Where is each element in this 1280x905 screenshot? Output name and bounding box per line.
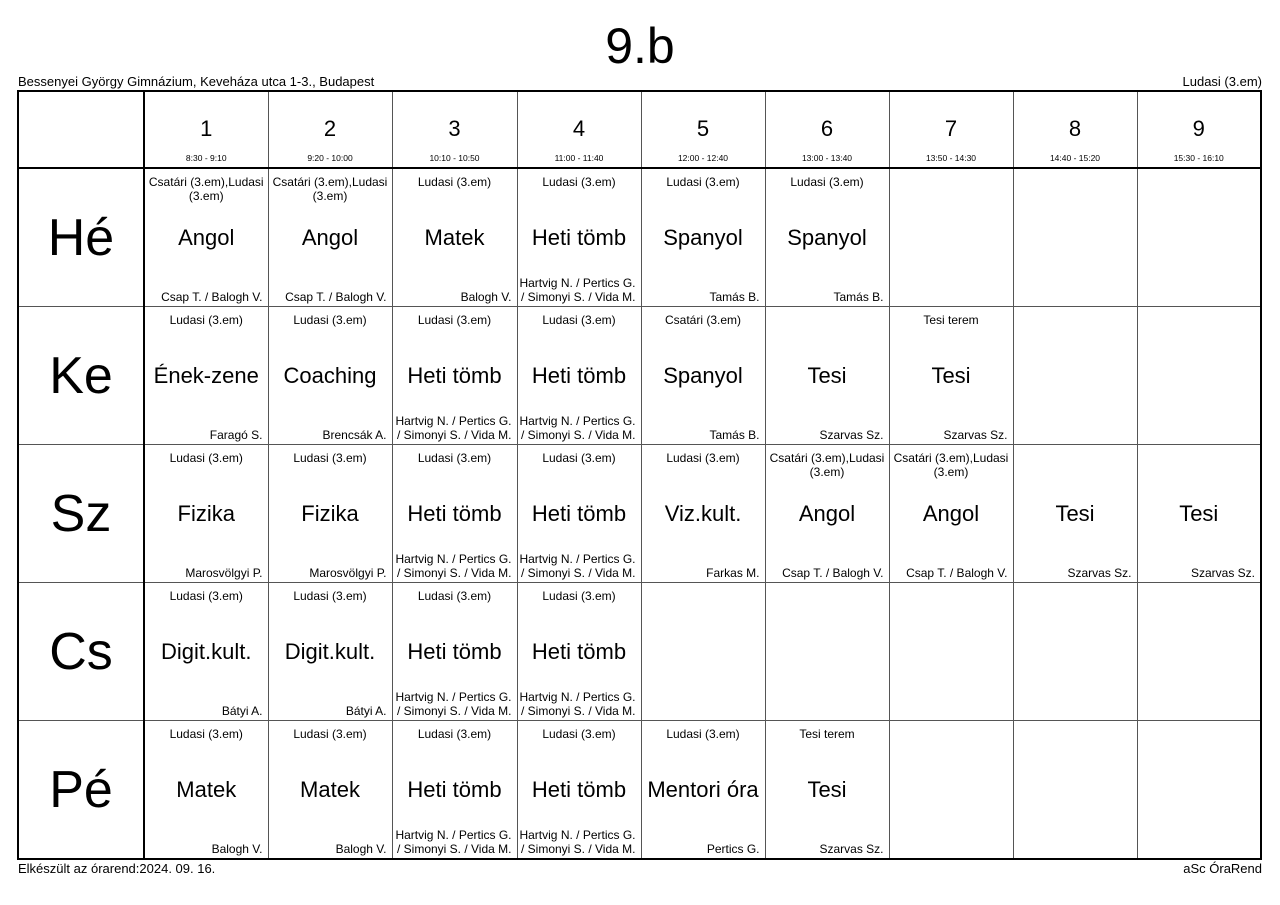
- lesson-teacher: Marosvölgyi P.: [309, 566, 387, 580]
- lesson-room: Ludasi (3.em): [542, 313, 616, 327]
- lesson-cell: [392, 307, 517, 445]
- period-time: 13:00 - 13:40: [801, 153, 853, 163]
- lesson-subject: [1015, 349, 1136, 403]
- lesson-subject: Digit.kult.: [284, 639, 376, 664]
- lesson-teacher: Szarvas Sz.: [819, 428, 884, 442]
- lesson-subject: Angol: [922, 501, 980, 526]
- lesson-subject: Tesi: [807, 777, 847, 802]
- lesson-subject: [1139, 625, 1260, 679]
- lesson-subject: [1139, 211, 1260, 265]
- day-row: [18, 307, 1261, 445]
- lesson-teacher: Csap T. / Balogh V.: [782, 566, 884, 580]
- lesson-room: Tesi terem: [799, 727, 855, 741]
- lesson-room: Ludasi (3.em): [417, 313, 492, 327]
- lesson-cell: [765, 721, 889, 860]
- lesson-cell: [1013, 307, 1137, 445]
- lesson-subject: Tesi: [807, 363, 847, 388]
- lesson-subject: [891, 211, 1012, 265]
- lesson-cell: [765, 583, 889, 721]
- lesson-subject: Digit.kult.: [161, 639, 252, 664]
- period-time: 14:40 - 15:20: [1049, 153, 1101, 163]
- day-name: Hé: [47, 208, 115, 267]
- lesson-room: Ludasi (3.em): [169, 451, 243, 465]
- lesson-subject: Matek: [300, 777, 360, 802]
- period-header: [765, 91, 889, 168]
- lesson-subject: Heti tömb: [407, 363, 502, 388]
- lesson-room: Ludasi (3.em): [169, 313, 243, 327]
- lesson-teacher: Csap T. / Balogh V.: [906, 566, 1008, 580]
- lesson-cell: [268, 721, 392, 860]
- lesson-cell: [1137, 721, 1261, 860]
- lesson-room: Ludasi (3.em): [542, 727, 616, 741]
- lesson-cell: [889, 307, 1013, 445]
- corner-cell: [18, 91, 144, 168]
- lesson-subject: Coaching: [283, 363, 377, 388]
- lesson-room: Ludasi (3.em): [666, 175, 740, 189]
- lesson-teacher: Hartvig N. / Pertics G. / Simonyi S. / Vida M.: [519, 276, 636, 304]
- lesson-cell: [765, 445, 889, 583]
- lesson-subject: Tesi: [1055, 501, 1095, 526]
- lesson-cell: [268, 168, 392, 307]
- period-number: 8: [1068, 116, 1082, 141]
- lesson-subject: [1139, 349, 1260, 403]
- period-time: 13:50 - 14:30: [925, 153, 977, 163]
- lesson-cell: [392, 721, 517, 860]
- lesson-subject: [1015, 625, 1136, 679]
- lesson-teacher: Hartvig N. / Pertics G. / Simonyi S. / Vida M.: [519, 828, 636, 856]
- lesson-cell: [765, 307, 889, 445]
- period-header: [268, 91, 392, 168]
- lesson-cell: [1013, 168, 1137, 307]
- lesson-subject: Heti tömb: [407, 501, 502, 526]
- lesson-cell: [517, 583, 641, 721]
- lesson-room: Ludasi (3.em): [293, 727, 367, 741]
- lesson-cell: [641, 307, 765, 445]
- lesson-teacher: Hartvig N. / Pertics G. / Simonyi S. / Vida M.: [395, 552, 512, 580]
- lesson-cell: [765, 168, 889, 307]
- lesson-cell: [517, 721, 641, 860]
- lesson-cell: [889, 445, 1013, 583]
- lesson-room: Ludasi (3.em): [169, 589, 243, 603]
- lesson-teacher: Hartvig N. / Pertics G. / Simonyi S. / Vida M.: [395, 690, 512, 718]
- day-row: [18, 583, 1261, 721]
- lesson-cell: [268, 583, 392, 721]
- lesson-room: Ludasi (3.em): [417, 451, 492, 465]
- lesson-subject: Matek: [424, 225, 485, 250]
- lesson-teacher: Hartvig N. / Pertics G. / Simonyi S. / Vida M.: [395, 414, 512, 442]
- period-header: [1137, 91, 1261, 168]
- lesson-cell: [1013, 721, 1137, 860]
- lesson-subject: Spanyol: [663, 225, 743, 250]
- day-name: Sz: [50, 484, 112, 543]
- day-cell: [18, 583, 144, 721]
- day-cell: [18, 445, 144, 583]
- lesson-room: Csatári (3.em),Ludasi (3.em): [769, 451, 885, 479]
- period-header: [889, 91, 1013, 168]
- lesson-cell: [517, 168, 641, 307]
- lesson-subject: Angol: [798, 501, 856, 526]
- period-header: [517, 91, 641, 168]
- day-row: [18, 721, 1261, 860]
- lesson-teacher: Szarvas Sz.: [1067, 566, 1132, 580]
- lesson-subject: [1015, 211, 1136, 265]
- lesson-teacher: Tamás B.: [833, 290, 884, 304]
- period-number: 2: [323, 116, 337, 141]
- timetable: [17, 90, 1262, 860]
- lesson-room: Tesi terem: [923, 313, 979, 327]
- period-number: 7: [944, 116, 958, 141]
- lesson-teacher: Faragó S.: [209, 428, 263, 442]
- lesson-teacher: Hartvig N. / Pertics G. / Simonyi S. / Vida M.: [519, 552, 636, 580]
- lesson-teacher: Pertics G.: [706, 842, 760, 856]
- period-time: 9:20 - 10:00: [307, 153, 353, 163]
- lesson-subject: Angol: [178, 225, 235, 250]
- lesson-subject: Mentori óra: [647, 777, 759, 802]
- lesson-cell: [1137, 168, 1261, 307]
- lesson-room: Csatári (3.em),Ludasi (3.em): [893, 451, 1009, 479]
- lesson-room: Ludasi (3.em): [542, 589, 616, 603]
- lesson-cell: [392, 583, 517, 721]
- lesson-cell: [517, 445, 641, 583]
- home-room-label: Ludasi (3.em): [1182, 74, 1262, 89]
- lesson-room: Ludasi (3.em): [417, 727, 492, 741]
- lesson-subject: Heti tömb: [531, 501, 627, 526]
- period-number: 4: [572, 116, 586, 141]
- period-time: 8:30 - 9:10: [185, 153, 227, 163]
- period-number: 5: [696, 116, 710, 141]
- lesson-room: Ludasi (3.em): [417, 175, 492, 189]
- lesson-teacher: Hartvig N. / Pertics G. / Simonyi S. / Vida M.: [519, 690, 636, 718]
- created-date: Elkészült az órarend:2024. 09. 16.: [18, 861, 216, 876]
- lesson-cell: [144, 445, 268, 583]
- day-row: [18, 445, 1261, 583]
- period-header: [641, 91, 765, 168]
- lesson-teacher: Hartvig N. / Pertics G. / Simonyi S. / Vida M.: [395, 828, 512, 856]
- lesson-teacher: Farkas M.: [706, 566, 760, 580]
- lesson-teacher: Szarvas Sz.: [943, 428, 1008, 442]
- period-time: 12:00 - 12:40: [677, 153, 729, 163]
- lesson-subject: Heti tömb: [531, 777, 627, 802]
- lesson-room: Ludasi (3.em): [666, 727, 740, 741]
- lesson-room: Ludasi (3.em): [542, 451, 616, 465]
- day-name: Pé: [49, 760, 113, 819]
- lesson-room: Csatári (3.em): [664, 313, 741, 327]
- lesson-teacher: Csap T. / Balogh V.: [161, 290, 263, 304]
- lesson-subject: Heti tömb: [531, 639, 627, 664]
- period-time: 11:00 - 11:40: [554, 153, 604, 163]
- lesson-cell: [1013, 583, 1137, 721]
- lesson-subject: Viz.kult.: [664, 501, 742, 526]
- period-header-row: [18, 91, 1261, 168]
- lesson-cell: [144, 307, 268, 445]
- day-cell: [18, 307, 144, 445]
- lesson-room: Ludasi (3.em): [169, 727, 243, 741]
- lesson-teacher: Balogh V.: [460, 290, 512, 304]
- period-number: 6: [820, 116, 834, 141]
- lesson-subject: Heti tömb: [407, 777, 502, 802]
- lesson-room: Ludasi (3.em): [293, 451, 367, 465]
- lesson-subject: Fizika: [177, 501, 235, 526]
- lesson-subject: [1015, 763, 1136, 817]
- lesson-cell: [392, 445, 517, 583]
- lesson-cell: [641, 721, 765, 860]
- lesson-room: Ludasi (3.em): [666, 451, 740, 465]
- page-title: 9.b: [605, 18, 675, 74]
- period-time: 15:30 - 16:10: [1173, 153, 1224, 163]
- lesson-subject: Heti tömb: [531, 225, 627, 250]
- lesson-room: Ludasi (3.em): [293, 313, 367, 327]
- lesson-subject: Fizika: [301, 501, 359, 526]
- lesson-cell: [144, 168, 268, 307]
- lesson-teacher: Bátyi A.: [345, 704, 387, 718]
- period-header: [1013, 91, 1137, 168]
- lesson-teacher: Szarvas Sz.: [819, 842, 884, 856]
- lesson-cell: [1137, 583, 1261, 721]
- lesson-subject: Angol: [301, 225, 359, 250]
- lesson-teacher: Marosvölgyi P.: [185, 566, 263, 580]
- lesson-cell: [144, 721, 268, 860]
- day-cell: [18, 721, 144, 860]
- lesson-cell: [268, 445, 392, 583]
- day-cell: [18, 168, 144, 307]
- lesson-subject: [891, 625, 1012, 679]
- lesson-cell: [1013, 445, 1137, 583]
- lesson-subject: [1139, 763, 1260, 817]
- period-header: [144, 91, 268, 168]
- lesson-teacher: Tamás B.: [709, 290, 760, 304]
- lesson-room: Ludasi (3.em): [790, 175, 864, 189]
- lesson-cell: [268, 307, 392, 445]
- day-name: Ke: [49, 346, 113, 405]
- day-row: [18, 168, 1261, 307]
- lesson-teacher: Balogh V.: [335, 842, 387, 856]
- lesson-cell: [641, 168, 765, 307]
- lesson-teacher: Bátyi A.: [221, 704, 263, 718]
- day-name: Cs: [49, 622, 113, 681]
- lesson-subject: Heti tömb: [407, 639, 502, 664]
- lesson-cell: [889, 721, 1013, 860]
- period-number: 9: [1192, 116, 1205, 141]
- lesson-cell: [517, 307, 641, 445]
- lesson-cell: [641, 583, 765, 721]
- lesson-subject: [643, 625, 764, 679]
- lesson-teacher: Hartvig N. / Pertics G. / Simonyi S. / Vida M.: [519, 414, 636, 442]
- lesson-teacher: Szarvas Sz.: [1190, 566, 1255, 580]
- period-number: 3: [448, 116, 461, 141]
- lesson-cell: [144, 583, 268, 721]
- lesson-subject: [891, 763, 1012, 817]
- period-number: 1: [200, 116, 213, 141]
- lesson-teacher: Balogh V.: [211, 842, 263, 856]
- lesson-teacher: Csap T. / Balogh V.: [285, 290, 387, 304]
- lesson-subject: Ének-zene: [153, 363, 259, 388]
- lesson-subject: [767, 625, 888, 679]
- lesson-teacher: Brencsák A.: [322, 428, 387, 442]
- lesson-room: Ludasi (3.em): [293, 589, 367, 603]
- lesson-cell: [1137, 307, 1261, 445]
- lesson-room: Csatári (3.em),Ludasi (3.em): [272, 175, 388, 203]
- lesson-room: Ludasi (3.em): [417, 589, 492, 603]
- lesson-cell: [1137, 445, 1261, 583]
- lesson-cell: [641, 445, 765, 583]
- lesson-subject: Tesi: [1179, 501, 1219, 526]
- lesson-cell: [889, 168, 1013, 307]
- lesson-cell: [889, 583, 1013, 721]
- lesson-subject: Heti tömb: [531, 363, 627, 388]
- lesson-subject: Spanyol: [663, 363, 743, 388]
- lesson-subject: Spanyol: [787, 225, 867, 250]
- lesson-subject: Matek: [176, 777, 237, 802]
- lesson-subject: Tesi: [931, 363, 971, 388]
- lesson-room: Csatári (3.em),Ludasi (3.em): [148, 175, 264, 203]
- period-time: 10:10 - 10:50: [429, 153, 480, 163]
- software-credit: aSc ÓraRend: [1183, 861, 1262, 876]
- lesson-cell: [392, 168, 517, 307]
- school-name: Bessenyei György Gimnázium, Keveháza utca 1-3., Budapest: [18, 74, 375, 89]
- lesson-teacher: Tamás B.: [709, 428, 760, 442]
- lesson-room: Ludasi (3.em): [542, 175, 616, 189]
- period-header: [392, 91, 517, 168]
